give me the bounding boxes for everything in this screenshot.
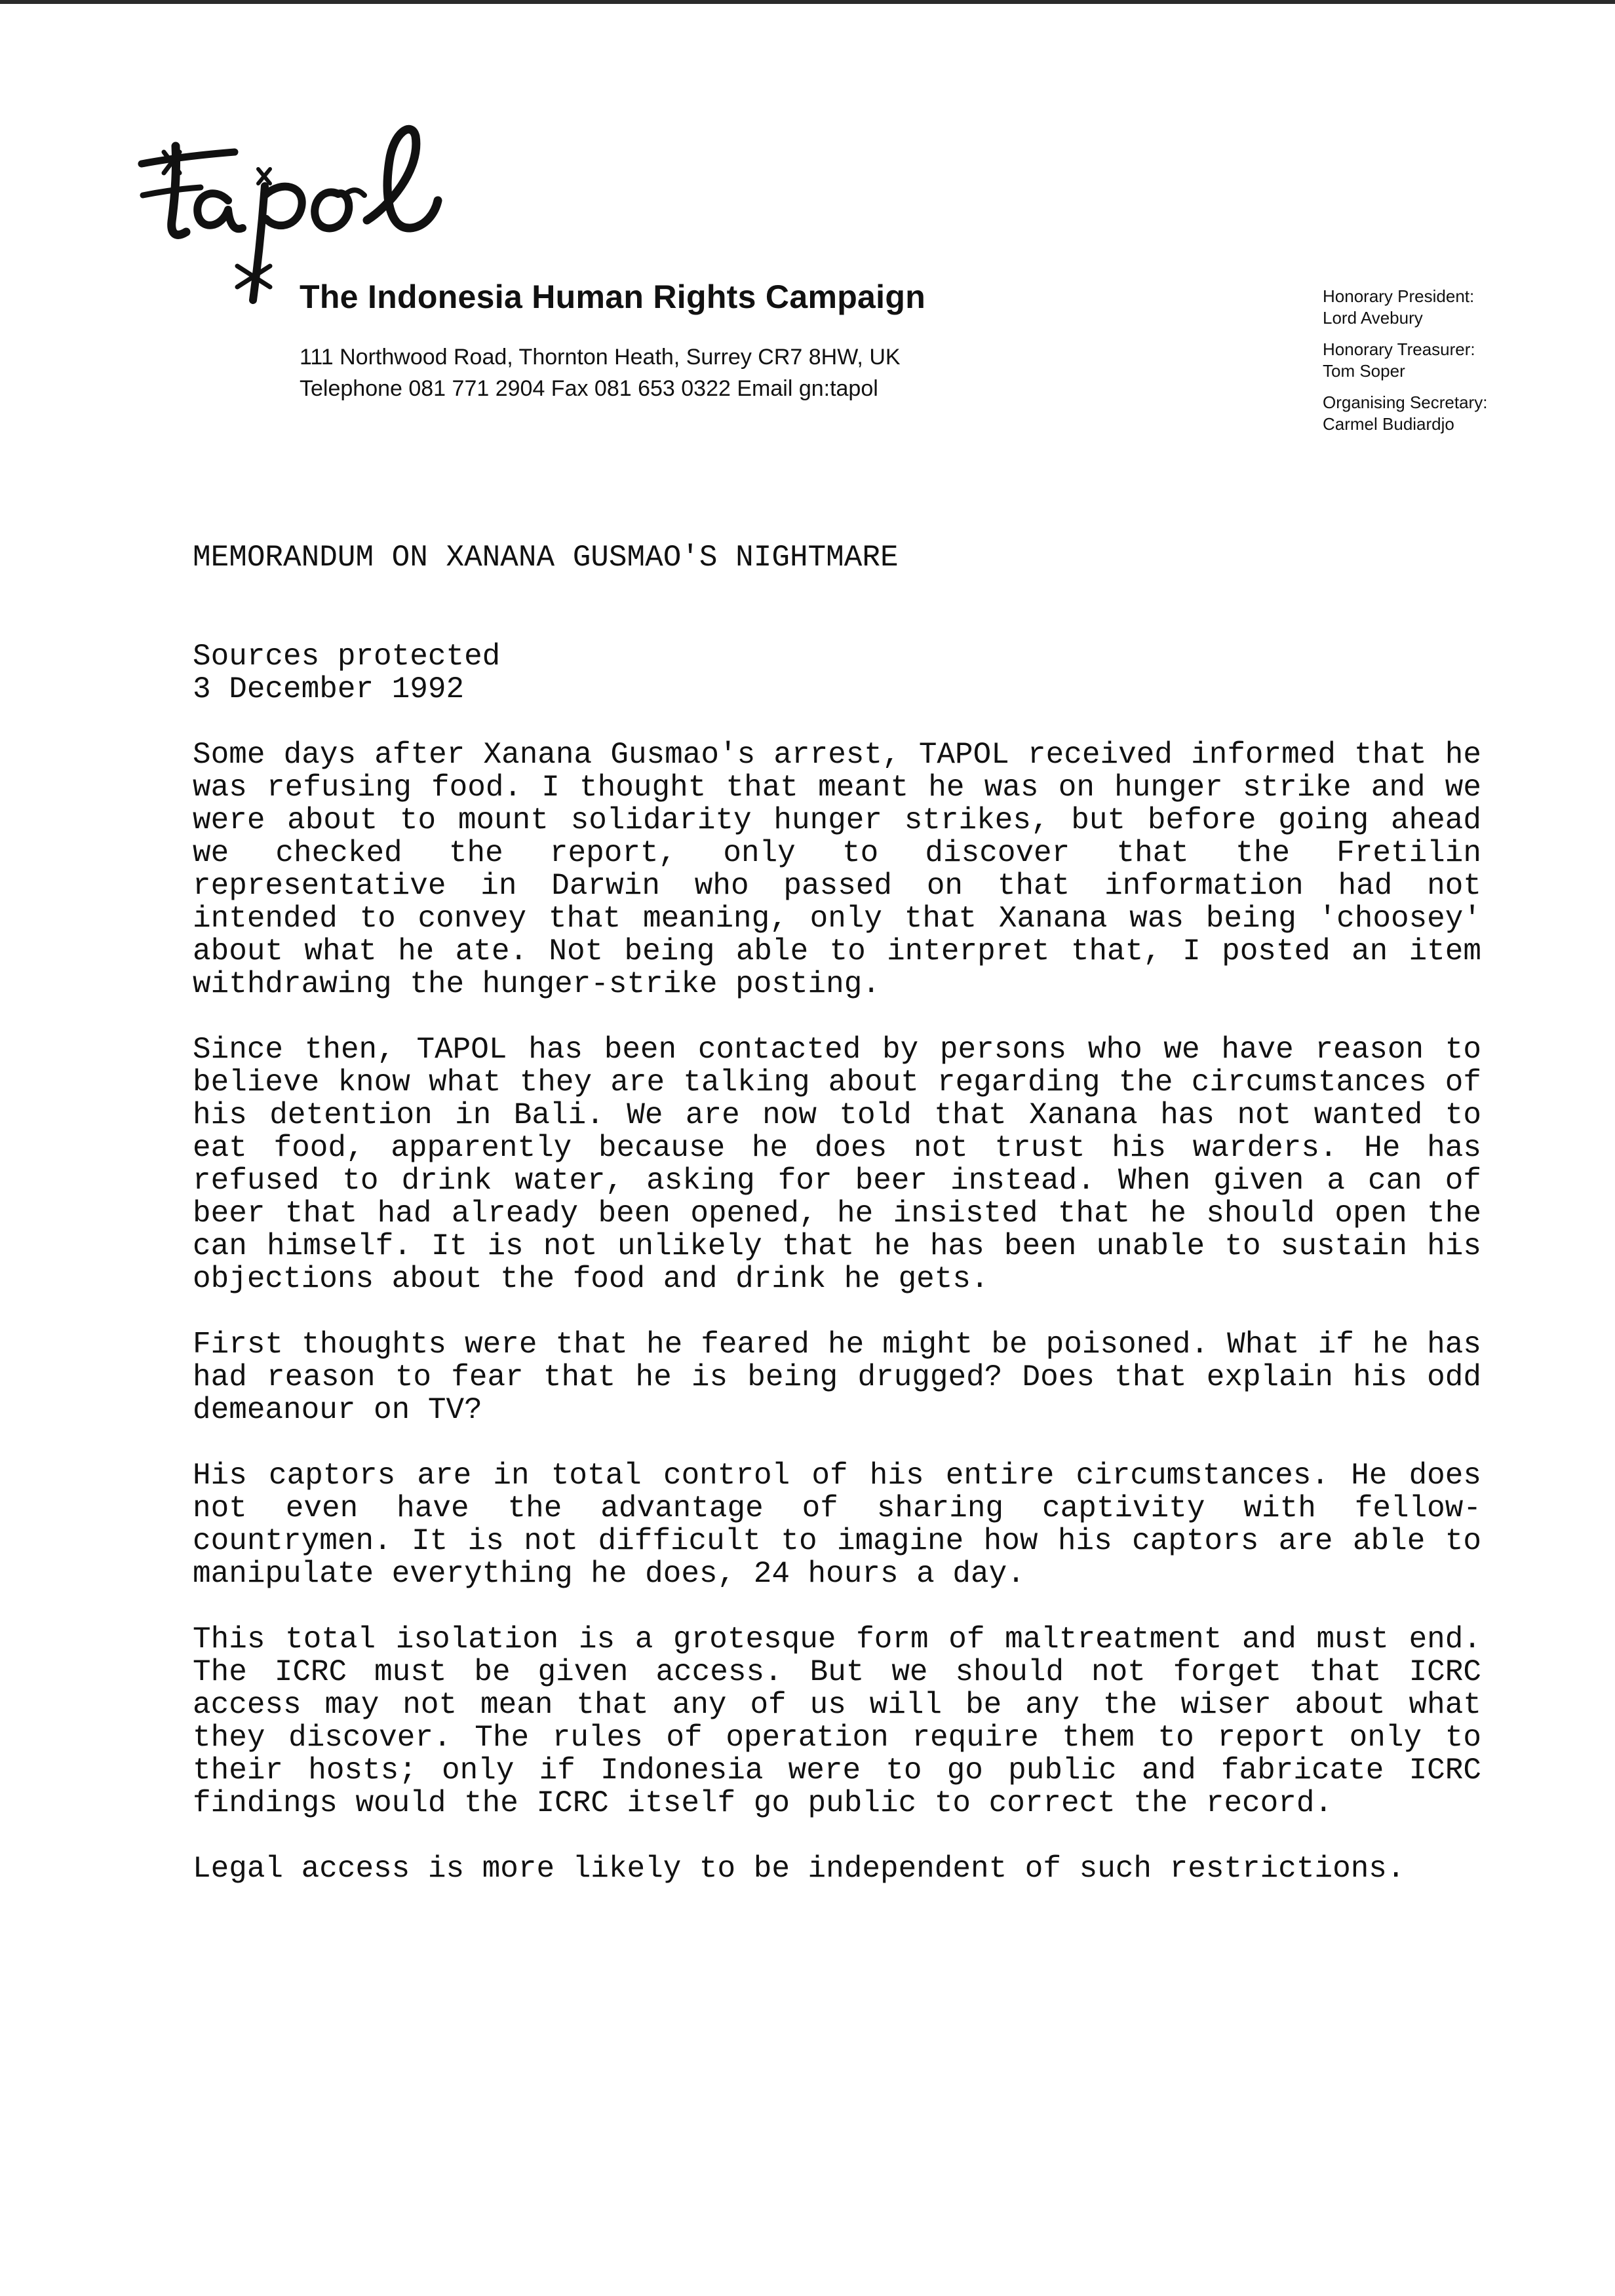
officer-name: Carmel Budiardjo [1323, 414, 1454, 434]
memo-body [193, 541, 1481, 1918]
officer-president [1323, 286, 1487, 329]
paragraph: First thoughts were that he feared he might be poisoned. What if he has had reason to fear that he is being drugged? Does that explain his odd demeanour on TV? [193, 1328, 1481, 1427]
officer-role: Organising Secretary: [1323, 392, 1488, 412]
postal-address: 111 Northwood Road, Thornton Heath, Surrey CR7 8HW, UK [300, 345, 901, 370]
memo-meta [193, 640, 1481, 706]
sources-note: Sources protected [193, 640, 501, 674]
paragraph: This total isolation is a grotesque form of maltreatment and must end. The ICRC must be given access. But we should not forget that ICRC access may not mean that any of us will be any the wiser about what they discover. The rules of operation require them to report only to their hosts; only if Indonesia were to go public and fabricate ICRC findings would the ICRC itself go public to correct the record. [193, 1622, 1481, 1820]
letterhead [0, 0, 1615, 498]
officer-secretary [1323, 392, 1487, 435]
paragraph: His captors are in total control of his entire circumstances. He does not even have the advantage of sharing captivity with fellow-countrymen. It is not difficult to imagine how his captors are able to manipulate everything he does, 24 hours a day. [193, 1459, 1481, 1591]
paragraph: Since then, TAPOL has been contacted by persons who we have reason to believe know what they are talking about regarding the circumstances of his detention in Bali. We are now told that Xanana has not wanted to eat food, apparently because he does not trust his warders. He has refused to drink water, asking for beer instead. When given a can of beer that had already been opened, he insisted that he should open the can himself. It is not unlikely that he has been unable to sustain his objections about the food and drink he gets. [193, 1033, 1481, 1296]
officers-list [1323, 286, 1487, 445]
officer-role: Honorary President: [1323, 286, 1475, 306]
officer-role: Honorary Treasurer: [1323, 339, 1475, 359]
officer-treasurer [1323, 339, 1487, 382]
paragraph: Some days after Xanana Gusmao's arrest, TAPOL received informed that he was refusing food. I thought that meant he was on hunger strike and we were about to mount solidarity hunger strikes, but before going ahead we checked the report, only to discover that the Fretilin representative in Darwin who passed on that information had not intended to convey that meaning, only that Xanana was being 'choosey' about what he ate. Not being able to interpret that, I posted an item withdrawing the hunger-strike posting. [193, 738, 1481, 1001]
memo-date: 3 December 1992 [193, 672, 465, 706]
officer-name: Tom Soper [1323, 361, 1405, 381]
org-name: The Indonesia Human Rights Campaign [300, 278, 926, 315]
paragraph: Legal access is more likely to be independent of such restrictions. [193, 1852, 1405, 1886]
memo-title: MEMORANDUM ON XANANA GUSMAO'S NIGHTMARE [193, 541, 899, 575]
officer-name: Lord Avebury [1323, 308, 1423, 328]
contact-details: Telephone 081 771 2904 Fax 081 653 0322 Email gn:tapol [300, 376, 878, 401]
